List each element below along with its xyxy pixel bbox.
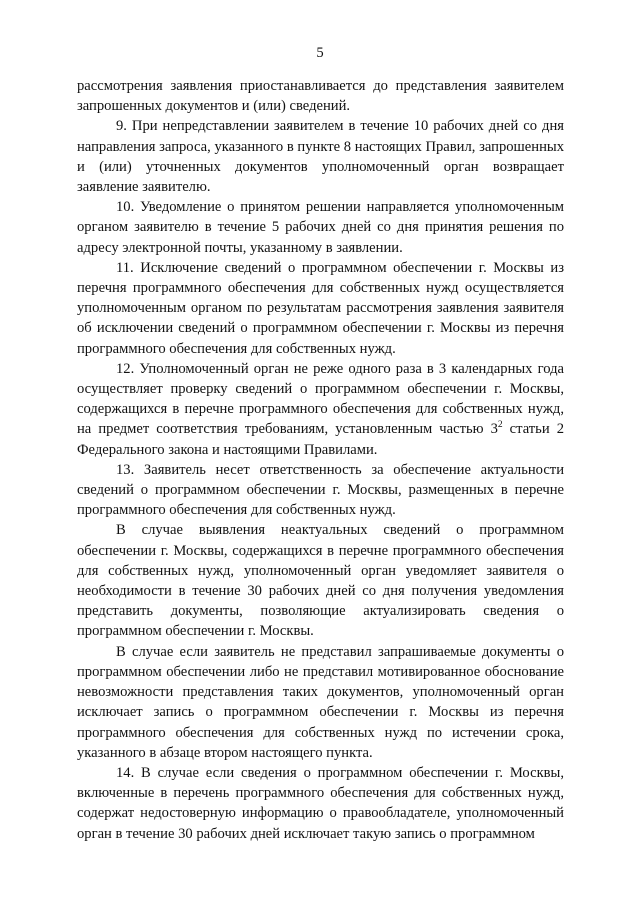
- page-number: 5: [316, 45, 324, 61]
- document-body: [77, 76, 564, 844]
- paragraph-13-part-2: В случае выявления неактуальных сведений о программном обеспечении г. Москвы, содержащихся в перечне программного обеспечения для собственных нужд, уполномоченный орган уведомляет заявителя о необходимости в течение 30 рабочих дней со дня получения уведомления представить документы, позволяющие актуализировать сведения о программном обеспечении г. Москвы.: [77, 522, 564, 640]
- paragraph-continuation: рассмотрения заявления приостанавливается до представления заявителем запрошенных документов и (или) сведений.: [77, 78, 564, 115]
- paragraph-9: 9. При непредставлении заявителем в течение 10 рабочих дней со дня направления запроса, указанного в пункте 8 настоящих Правил, запрошенных и (или) уточненных документов уполномоченный орган возвращает заявление заявителю.: [77, 118, 564, 196]
- paragraph-12-text-after: статьи 2 Федерального закона и настоящими Правилами.: [77, 421, 564, 458]
- paragraph-14: 14. В случае если сведения о программном обеспечении г. Москвы, включенные в перечень программного обеспечения для собственных нужд, содержат недостоверную информацию о правообладателе, уполномоченный орган в течение 30 рабочих дней исключает такую запись о программном: [77, 764, 564, 842]
- paragraph-13-part-3: В случае если заявитель не представил запрашиваемые документы о программном обеспечении либо не представил мотивированное обоснование невозможности представления таких документов, уполномоченный орган исключает запись о программном обеспечении г. Москвы из перечня программного обеспечения для собственных нужд по истечении срока, указанного в абзаце втором настоящего пункта.: [77, 643, 564, 761]
- paragraph-10: 10. Уведомление о принятом решении направляется уполномоченным органом заявителю в течение 5 рабочих дней со дня принятия решения по адресу электронной почты, указанному в заявлении.: [77, 199, 564, 256]
- paragraph-11: 11. Исключение сведений о программном обеспечении г. Москвы из перечня программного обеспечения для собственных нужд осуществляется уполномоченным органом по результатам рассмотрения заявления заявителя об исключении сведений о программном обеспечении г. Москвы из перечня программного обеспечения для собственных нужд.: [77, 259, 564, 357]
- paragraph-12-superscript: 2: [497, 420, 503, 431]
- paragraph-13: 13. Заявитель несет ответственность за обеспечение актуальности сведений о программном обеспечении г. Москвы, размещенных в перечне программного обеспечения для собственных нужд.: [77, 461, 564, 519]
- paragraph-12: [77, 359, 564, 460]
- paragraph-12-text-before: 12. Уполномоченный орган не реже одного раза в 3 календарных года осуществляет проверку сведений о программном обеспечении г. Москвы, содержащихся в перечне программного обеспечения для собственных нужд, на предмет соответствия требованиям, установленным частью 3: [77, 360, 564, 438]
